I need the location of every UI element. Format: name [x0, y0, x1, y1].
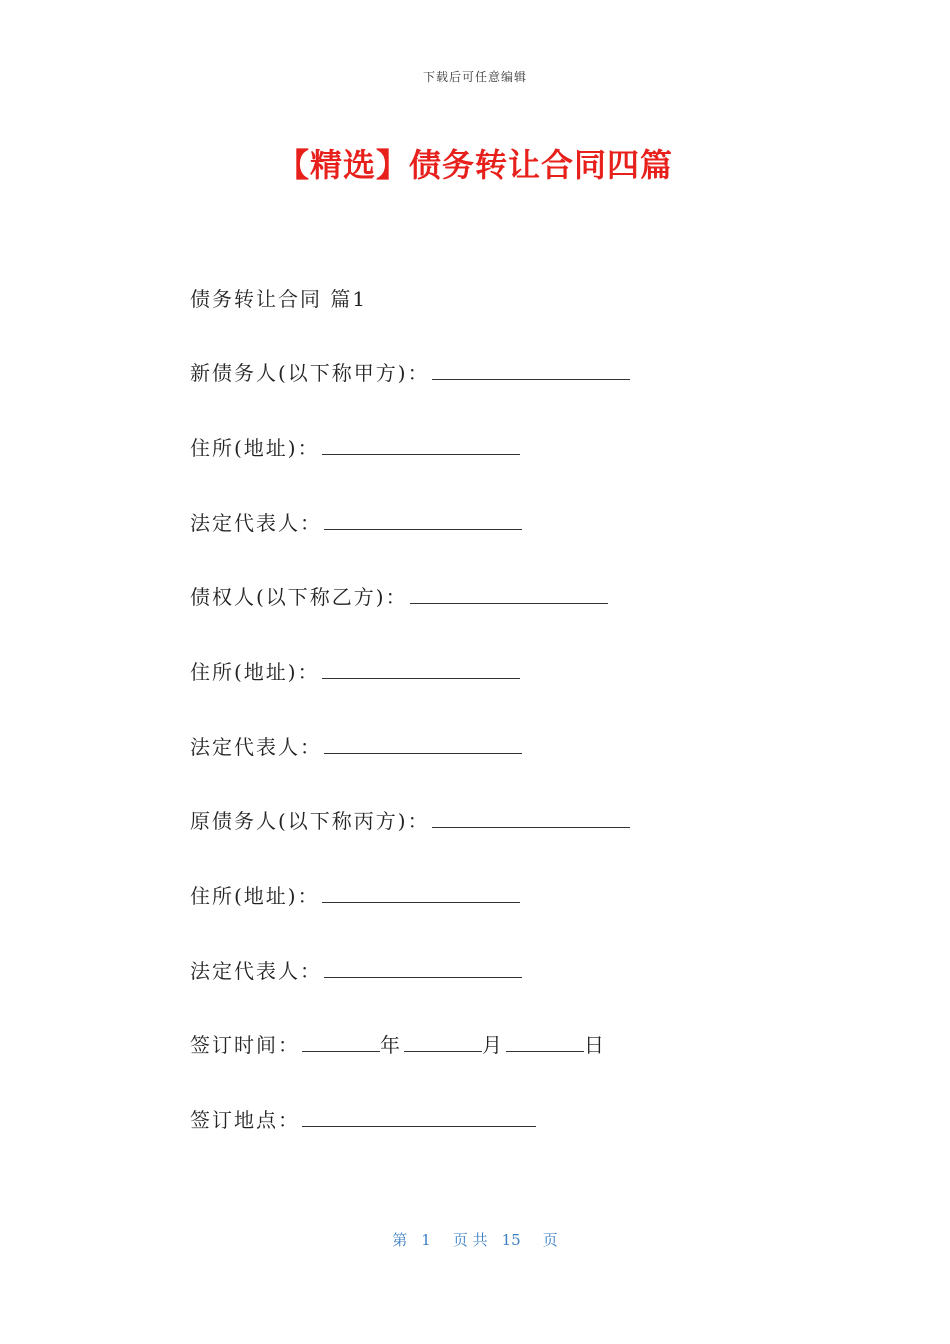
header-note: 下载后可任意编辑: [422, 70, 527, 84]
footer-page-number: 1: [421, 1231, 431, 1249]
blank-line: [322, 660, 520, 679]
year-label: 年: [380, 1033, 402, 1057]
field-label: 债权人(以下称乙方)：: [190, 585, 408, 609]
blank-line: [322, 884, 520, 903]
blank-line: [324, 511, 522, 530]
field-label: 法定代表人：: [190, 511, 322, 535]
blank-line: [322, 436, 520, 455]
field-label: 签订时间：: [190, 1033, 300, 1057]
field-row-creditor: [190, 581, 608, 610]
footer-prefix: 第: [392, 1231, 408, 1249]
field-row-address-a: [190, 432, 520, 461]
field-label: 法定代表人：: [190, 959, 322, 983]
section-heading: 债务转让合同 篇1: [190, 287, 368, 311]
field-row-address-c: [190, 880, 520, 909]
month-label: 月: [482, 1033, 504, 1057]
field-row-legal-rep-c: [190, 955, 522, 984]
field-row-sign-time: [190, 1029, 606, 1058]
field-label: 住所(地址)：: [190, 884, 320, 908]
field-row-original-debtor: [190, 805, 630, 834]
page-footer: [0, 1229, 950, 1250]
blank-line: [432, 361, 630, 380]
blank-line-day: [506, 1033, 584, 1052]
field-label: 住所(地址)：: [190, 660, 320, 684]
blank-line: [410, 585, 608, 604]
blank-line: [324, 959, 522, 978]
field-label: 法定代表人：: [190, 735, 322, 759]
blank-line: [324, 735, 522, 754]
field-label: 住所(地址)：: [190, 436, 320, 460]
field-label: 签订地点：: [190, 1108, 300, 1132]
field-label: 原债务人(以下称丙方)：: [190, 809, 430, 833]
footer-middle: 页 共: [452, 1231, 488, 1249]
day-label: 日: [584, 1033, 606, 1057]
field-row-new-debtor: [190, 357, 630, 386]
field-row-legal-rep-a: [190, 507, 522, 536]
document-title: 【精选】债务转让合同四篇: [276, 146, 673, 184]
blank-line-month: [404, 1033, 482, 1052]
field-row-address-b: [190, 656, 520, 685]
field-row-legal-rep-b: [190, 731, 522, 760]
blank-line-year: [302, 1033, 380, 1052]
field-row-sign-place: [190, 1104, 536, 1133]
footer-total-pages: 15: [501, 1231, 521, 1249]
field-label: 新债务人(以下称甲方)：: [190, 361, 430, 385]
blank-line: [302, 1108, 536, 1127]
blank-line: [432, 809, 630, 828]
footer-suffix: 页: [542, 1231, 558, 1249]
